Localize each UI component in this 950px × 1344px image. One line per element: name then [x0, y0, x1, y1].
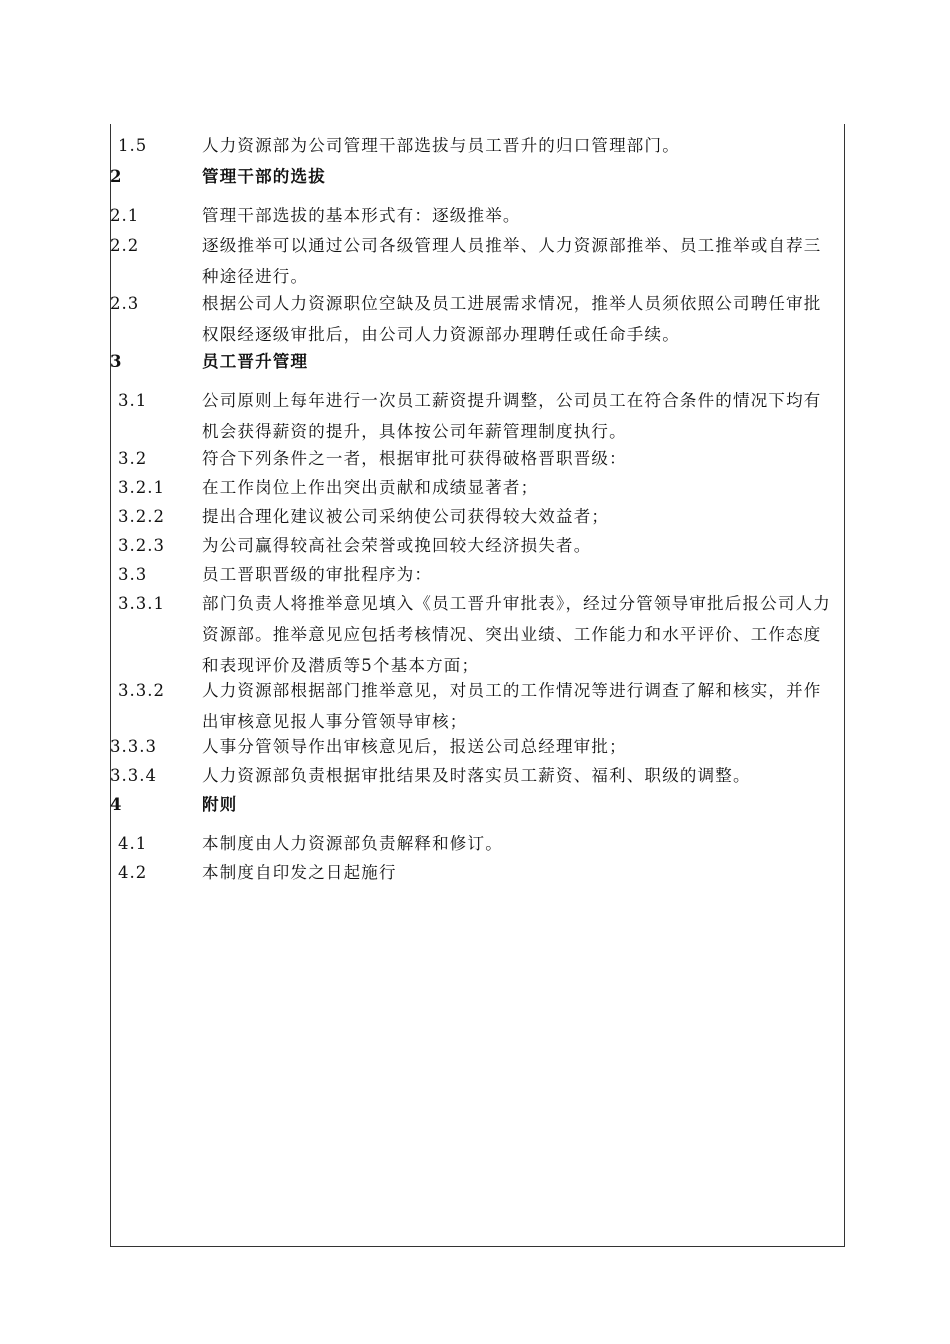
item-text: 部门负责人将推举意见填入《员工晋升审批表》，经过分管领导审批后报公司人力资源部。推举意见应包括考核情况、突出业绩、工作能力和水平评价、工作态度和表现评价及潜质等5个基本方面； [202, 594, 831, 675]
item-text: 符合下列条件之一者，根据审批可获得破格晋职晋级： [202, 449, 627, 468]
item-text: 逐级推举可以通过公司各级管理人员推举、人力资源部推举、员工推举或自荐三种途径进行。 [202, 236, 822, 286]
section-title: 管理干部的选拔 [202, 167, 326, 186]
item-text: 本制度由人力资源部负责解释和修订。 [202, 834, 503, 853]
item-text: 员工晋职晋级的审批程序为： [202, 565, 433, 584]
item-number: 1.5 [118, 136, 148, 155]
item-text: 根据公司人力资源职位空缺及员工进展需求情况，推举人员须依照公司聘任审批权限经逐级审批后，由公司人力资源部办理聘任或任命手续。 [202, 294, 822, 344]
item-number: 2.1 [110, 206, 140, 225]
item-number: 3.3.1 [118, 594, 165, 613]
item-number: 3.2.2 [118, 507, 165, 526]
section-number: 4 [110, 795, 123, 814]
item-text: 公司原则上每年进行一次员工薪资提升调整，公司员工在符合条件的情况下均有机会获得薪资的提升，具体按公司年薪管理制度执行。 [202, 391, 822, 441]
item-text: 人事分管领导作出审核意见后，报送公司总经理审批； [202, 737, 627, 756]
item-text: 管理干部选拔的基本形式有：逐级推举。 [202, 206, 521, 225]
item-number: 3.3.3 [110, 737, 157, 756]
item-number: 3.2 [118, 449, 148, 468]
item-text: 提出合理化建议被公司采纳使公司获得较大效益者； [202, 507, 610, 526]
item-number: 3.2.3 [118, 536, 165, 555]
section-title: 员工晋升管理 [202, 352, 309, 371]
item-number: 4.1 [118, 834, 148, 853]
section-title: 附则 [202, 795, 238, 814]
section-number: 2 [110, 167, 123, 186]
item-text: 在工作岗位上作出突出贡献和成绩显著者； [202, 478, 539, 497]
item-text: 人力资源部负责根据审批结果及时落实员工薪资、福利、职级的调整。 [202, 766, 751, 785]
item-text: 为公司赢得较高社会荣誉或挽回较大经济损失者。 [202, 536, 592, 555]
item-text: 本制度自印发之日起施行 [202, 863, 397, 882]
item-number: 3.1 [118, 391, 148, 410]
item-number: 3.3 [118, 565, 148, 584]
item-number: 2.2 [110, 236, 140, 255]
item-number: 3.2.1 [118, 478, 165, 497]
item-number: 4.2 [118, 863, 148, 882]
item-text: 人力资源部根据部门推举意见，对员工的工作情况等进行调查了解和核实，并作出审核意见报人事分管领导审核； [202, 681, 822, 731]
item-number: 3.3.4 [110, 766, 157, 785]
item-number: 3.3.2 [118, 681, 165, 700]
item-number: 2.3 [110, 294, 140, 313]
item-text: 人力资源部为公司管理干部选拔与员工晋升的归口管理部门。 [202, 136, 680, 155]
section-number: 3 [110, 352, 123, 371]
